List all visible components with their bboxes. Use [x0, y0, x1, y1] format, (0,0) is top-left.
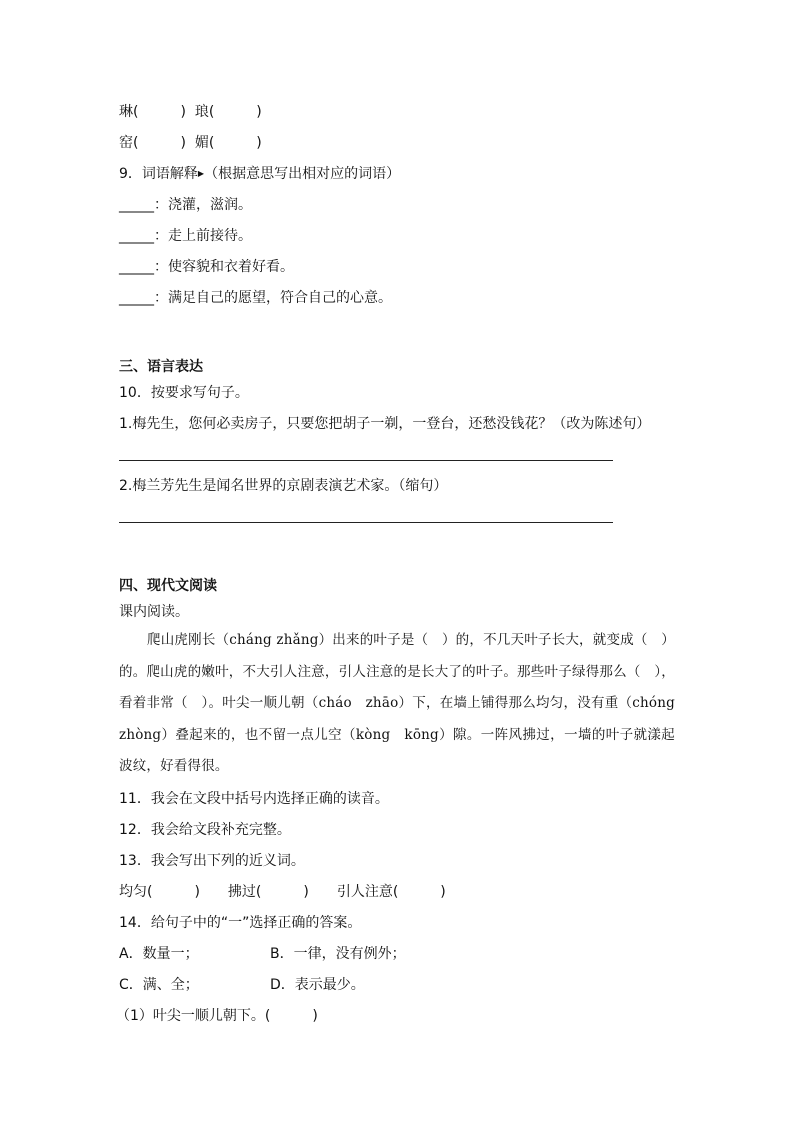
section4-heading: 四、现代文阅读	[119, 578, 217, 594]
q9-title-suffix: （根据意思写出相对应的词语）	[204, 166, 401, 182]
reading-intro: 课内阅读。	[119, 604, 189, 620]
option-d: D．表示最少。	[270, 977, 365, 993]
q9-title	[119, 164, 400, 184]
q13-items: 均匀( ) 拂过( ) 引人注意( )	[119, 884, 446, 900]
q8-row-2: 窑( ) 媚( )	[119, 135, 262, 151]
option-a: A．数量一；	[119, 946, 199, 962]
q10-sentence-1: 1.梅先生，您何必卖房子，只要您把胡子一剃，一登台，还愁没钱花？（改为陈述句）	[119, 416, 651, 432]
q13: 13．我会写出下列的近义词。	[119, 853, 305, 869]
q9-item-3: _____：使容貌和衣着好看。	[119, 259, 294, 275]
q9-item-2: _____：走上前接待。	[119, 228, 252, 244]
option-b: B．一律，没有例外；	[270, 946, 406, 962]
q11: 11．我会在文段中括号内选择正确的读音。	[119, 791, 389, 807]
answer-line-2[interactable]	[119, 522, 613, 523]
reading-passage: 爬山虎刚长（cháng zhǎng）出来的叶子是（ ）的，不几天叶子长大，就变成（ ）的。爬山虎的嫩叶，不大引人注意，引人注意的是长大了的叶子。那些叶子绿得那么（ ），看着非常（ ）。叶尖一顺儿朝（cháo zhāo）下，在墙上铺得那么均匀，没有重（chóng zhòng）叠起来的，也不留一点儿空（kòng kōng）隙。一阵风拂过，一墙的叶子就漾起波纹，好看得很。	[119, 632, 675, 775]
q12: 12．我会给文段补充完整。	[119, 822, 291, 838]
q9-item-1: _____：浇灌，滋润。	[119, 197, 252, 213]
q9-item-4: _____：满足自己的愿望，符合自己的心意。	[119, 290, 392, 306]
q10-sentence-2: 2.梅兰芳先生是闻名世界的京剧表演艺术家。（缩句）	[119, 478, 448, 494]
q14-sub-1: （1）叶尖一顺儿朝下。( )	[116, 1008, 318, 1024]
answer-line-1[interactable]	[119, 460, 613, 461]
option-c: C．满、全；	[119, 977, 199, 993]
q8-row-1: 琳( ) 琅( )	[119, 104, 262, 120]
section3-heading: 三、语言表达	[119, 359, 203, 375]
triangle-bullet-icon: ▶	[197, 169, 205, 178]
q9-title-prefix: 9．词语解释	[119, 166, 198, 182]
q14: 14．给句子中的“一”选择正确的答案。	[119, 915, 362, 931]
q10-title: 10．按要求写句子。	[119, 385, 249, 401]
